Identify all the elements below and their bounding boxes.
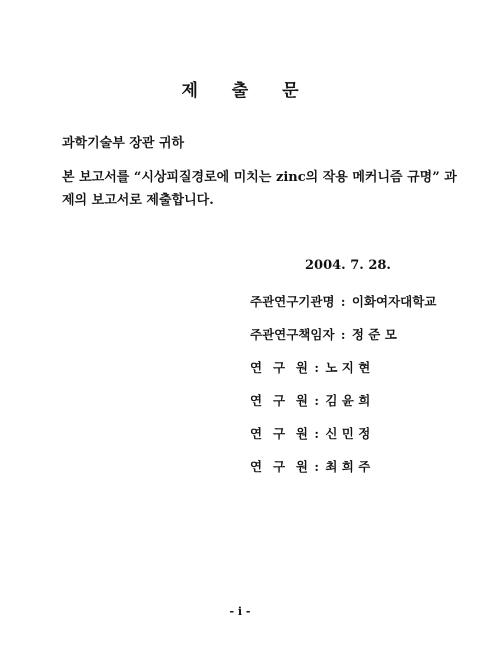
label-char: 구 [272, 360, 286, 375]
signature-label [250, 358, 308, 376]
signature-value: 노 지 현 [325, 360, 371, 375]
label-char: 연 [250, 360, 263, 375]
signature-separator: : [340, 327, 346, 342]
label-char: 원 [295, 393, 308, 408]
signature-value: 이화여자대학교 [351, 294, 437, 309]
signature-value: 최 희 주 [325, 459, 371, 474]
label-char: 구 [272, 459, 286, 474]
submission-date: 2004. 7. 28. [305, 258, 391, 273]
signature-label: 주관연구책임자 [250, 327, 335, 342]
signature-row-researcher [250, 358, 370, 376]
signature-separator: : [340, 294, 346, 309]
label-char: 구 [272, 426, 286, 441]
signature-separator: : [314, 360, 319, 375]
addressee: 과학기술부 장관 귀하 [62, 136, 185, 151]
label-char: 원 [295, 459, 308, 474]
signature-row-researcher [250, 457, 370, 475]
label-char: 구 [272, 393, 286, 408]
signature-row-institution [250, 292, 436, 310]
page-number: - i - [229, 605, 251, 618]
label-char: 원 [295, 360, 308, 375]
signature-label [250, 391, 308, 409]
label-char: 연 [250, 426, 263, 441]
body-text-line-1: 본 보고서를 “시상피질경로에 미치는 zinc의 작용 메커니즘 규명” 과 [62, 170, 457, 185]
body-text-line-2: 제의 보고서로 제출합니다. [62, 193, 214, 208]
label-char: 원 [295, 426, 308, 441]
document-title: 제 출 문 [181, 81, 313, 101]
label-char: 연 [250, 393, 263, 408]
label-char: 연 [250, 459, 263, 474]
signature-separator: : [314, 426, 319, 441]
signature-row-researcher [250, 391, 370, 409]
signature-separator: : [314, 393, 319, 408]
signature-label [250, 424, 308, 442]
signature-label: 주관연구기관명 [250, 294, 335, 309]
signature-label [250, 457, 308, 475]
signature-value: 김 윤 희 [325, 393, 371, 408]
signature-row-researcher [250, 424, 370, 442]
signature-row-principal-investigator [250, 325, 397, 343]
signature-value: 정 준 모 [351, 327, 397, 342]
signature-value: 신 민 정 [325, 426, 371, 441]
signature-separator: : [314, 459, 319, 474]
